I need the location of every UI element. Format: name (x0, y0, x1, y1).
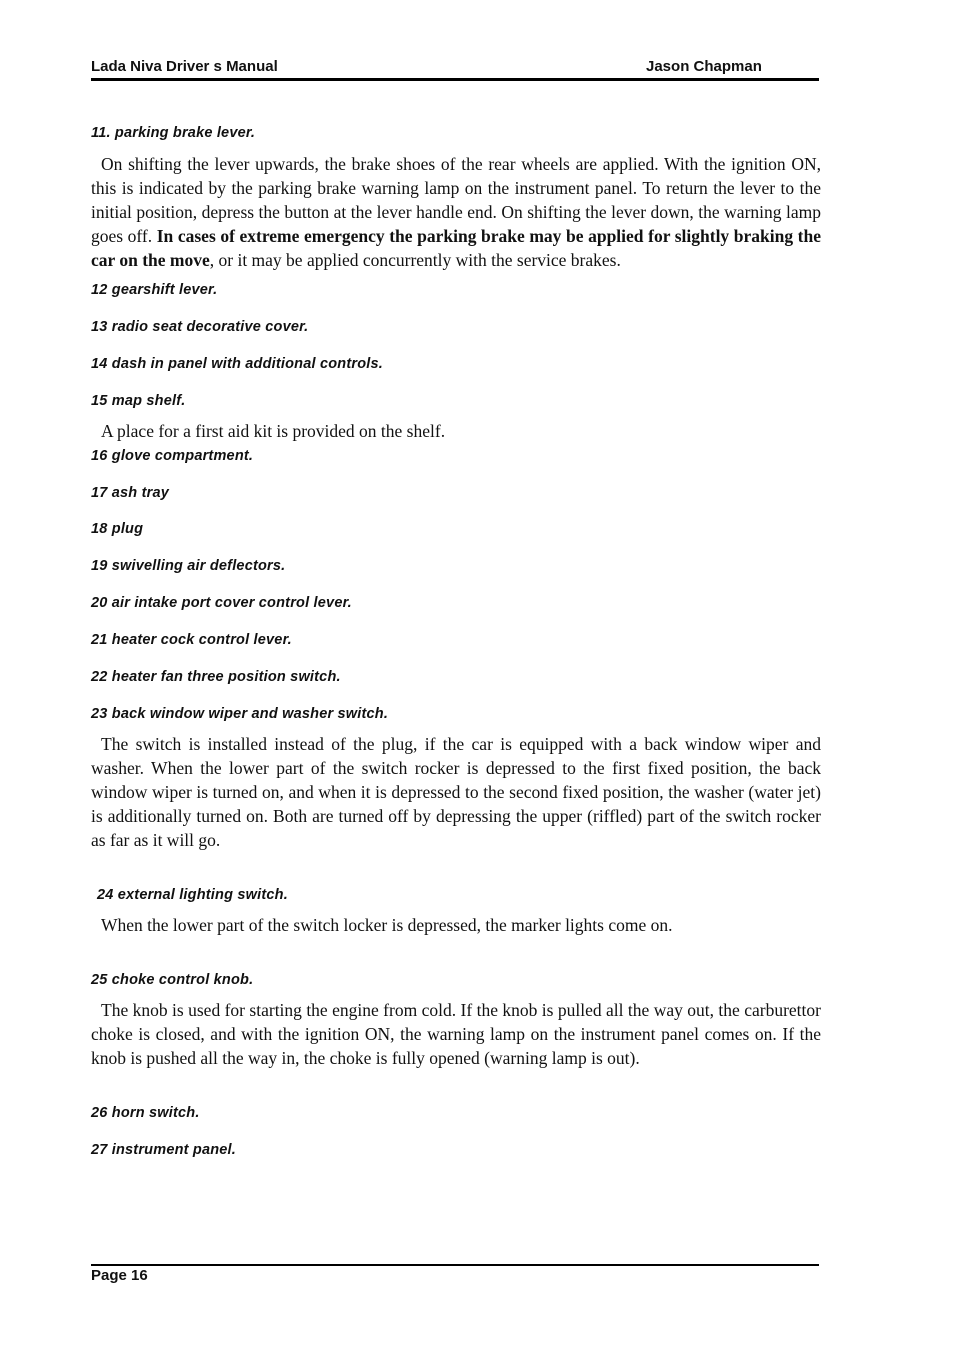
heading-21: 21 heater cock control lever. (91, 632, 292, 648)
manual-title: Lada Niva Driver s Manual (91, 58, 278, 75)
page-header (91, 58, 819, 81)
heading-20: 20 air intake port cover control lever. (91, 595, 352, 611)
heading-16: 16 glove compartment. (91, 448, 254, 464)
heading-14: 14 dash in panel with additional controls. (91, 356, 383, 372)
paragraph-11-text-b: , or it may be applied concurrently with the service brakes. (209, 250, 621, 270)
author-name: Jason Chapman (646, 58, 762, 75)
heading-24: 24 external lighting switch. (97, 887, 288, 903)
page-footer (91, 1264, 819, 1284)
heading-23: 23 back window wiper and washer switch. (91, 706, 389, 722)
paragraph-24: When the lower part of the switch locker is depressed, the marker lights come on. (101, 915, 673, 935)
paragraph-11-text-a: On shifting the lever upwards, the brake shoes of the rear wheels are applied. With the ignition ON, this is indicated by the parking brake warning lamp on the instrument panel. To return the lever to the initial position, depress the button at the lever handle end. On shifting the lever down, the warning lamp goes off. (91, 154, 821, 246)
paragraph-25: The knob is used for starting the engine from cold. If the knob is pulled all the way out, the carburettor choke is closed, and with the ignition ON, the warning lamp on the instrument panel comes on. If the knob is pushed all the way in, the choke is fully opened (warning lamp is out). (91, 1000, 821, 1068)
heading-17: 17 ash tray (91, 485, 169, 501)
paragraph-11 (91, 152, 821, 272)
heading-11: 11. parking brake lever. (91, 125, 256, 141)
page-number: Page 16 (91, 1267, 148, 1284)
heading-18: 18 plug (91, 521, 144, 537)
heading-26: 26 horn switch. (91, 1105, 200, 1121)
heading-12: 12 gearshift lever. (91, 282, 218, 298)
heading-13: 13 radio seat decorative cover. (91, 319, 309, 335)
heading-19: 19 swivelling air deflectors. (91, 558, 286, 574)
heading-27: 27 instrument panel. (91, 1142, 237, 1158)
page-content (91, 124, 821, 1159)
paragraph-23: The switch is installed instead of the plug, if the car is equipped with a back window wiper and washer. When the lower part of the switch rocker is depressed to the first fixed position, the back window wiper is turned on, and when it is depressed to the second fixed position, the washer (water jet) is additionally turned on. Both are turned off by depressing the upper (riffled) part of the switch rocker as far as it will go. (91, 734, 821, 850)
paragraph-15: A place for a first aid kit is provided on the shelf. (101, 421, 446, 441)
heading-15: 15 map shelf. (91, 393, 186, 409)
heading-22: 22 heater fan three position switch. (91, 669, 341, 685)
paragraph-11-bold: In cases of extreme emergency the parking brake may be applied for slightly braking the car on the move (91, 226, 821, 270)
heading-25: 25 choke control knob. (91, 972, 254, 988)
